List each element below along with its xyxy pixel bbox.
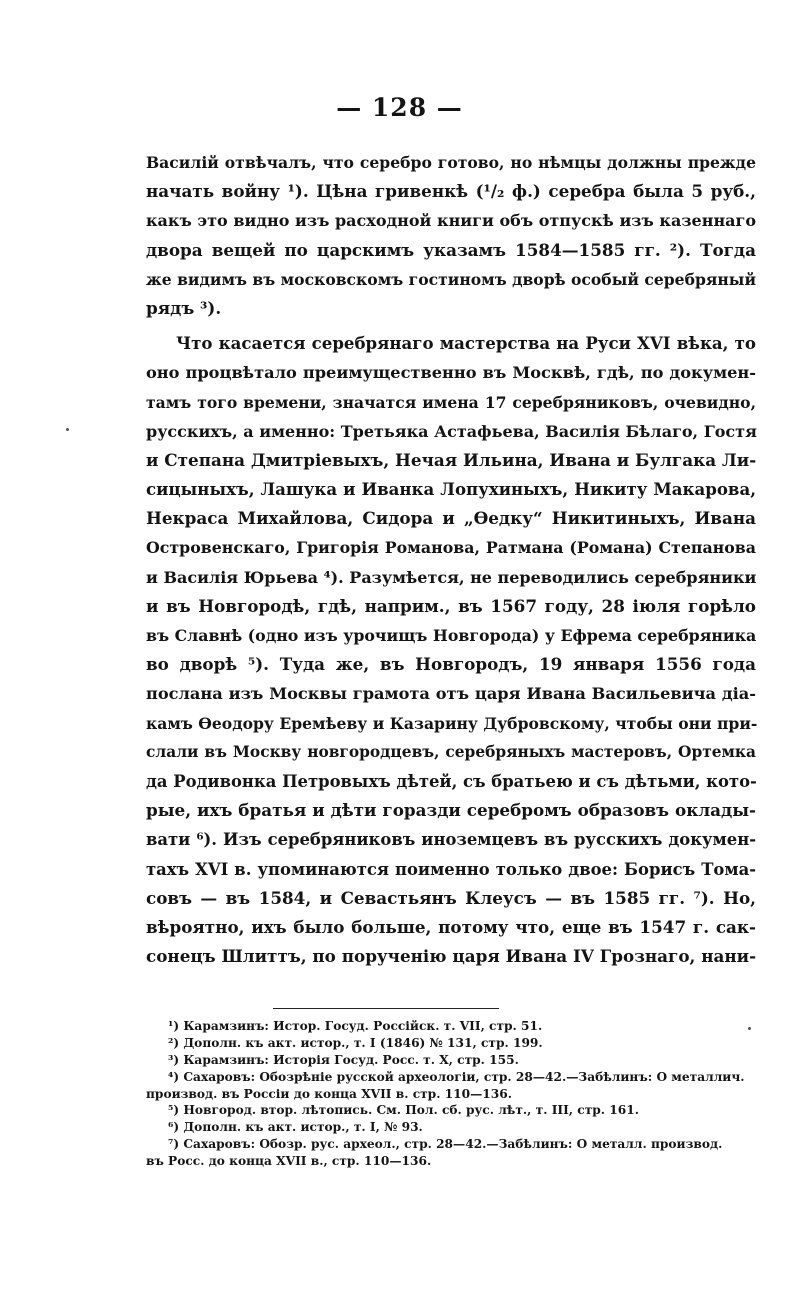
text-line: совъ — въ 1584, и Севастьянъ Клеусъ — въ 1585 гг. ⁷). Но, [146,887,756,908]
footnote: ¹) Карамзинъ: Истор. Госуд. Россійск. т. VII, стр. 51. [168,1019,543,1033]
text-line: и Василія Юрьева ⁴). Разумѣется, не переводились серебряники [146,567,757,587]
footnote-continuation: производ. въ Россіи до конца XVII в. стр. 110—136. [146,1086,512,1101]
page-number: — 128 — [336,93,463,122]
text-line: же видимъ въ московскомъ гостиномъ дворѣ особый серебряный [146,269,757,289]
ink-speck [66,428,69,431]
text-line: двора вещей по царскимъ указамъ 1584—1585 гг. ²). Тогда [146,239,756,260]
text-line: слали въ Москву новгородцевъ, серебряныхъ мастеровъ, Ортемка [146,742,756,761]
text-line: рые, ихъ братья и дѣти горазди серебромъ образовъ оклады- [146,800,756,821]
footnote: ⁷) Сахаровъ: Обозр. рус. археол., стр. 28—42.—Забѣлинъ: О металл. производ. [168,1137,723,1152]
footnotes [146,1018,758,1170]
text-line: рядъ ³). [146,297,222,318]
text-line: Островенскаго, Григорія Романова, Ратмана (Романа) Степанова [146,538,756,558]
text-line: и въ Новгородѣ, гдѣ, наприм., въ 1567 году, 28 іюля горѣло [146,595,756,616]
footnote: ⁵) Новгород. втор. лѣтопись. См. Пол. сб. рус. лѣт., т. III, стр. 161. [168,1103,639,1118]
ink-speck [748,1027,751,1030]
text-line: во дворѣ ⁵). Туда же, въ Новгородъ, 19 января 1556 года [146,654,756,675]
footnote: ³) Карамзинъ: Исторія Госуд. Росс. т. X, стр. 155. [168,1052,519,1067]
text-line: вѣроятно, ихъ было больше, потому что, еще въ 1547 г. сак- [146,916,756,937]
main-text [146,148,756,971]
paragraph-start-line: Что касается серебрянаго мастерства на Руси XVI вѣка, то [176,333,756,354]
footnote: ⁴) Сахаровъ: Обозрѣніе русской археологіи, стр. 28—42.—Забѣлинъ: О металлич. [168,1069,745,1084]
text-line: послана изъ Москвы грамота отъ царя Ивана Васильевича діа- [146,684,756,704]
text-line: камъ Ѳеодору Еремѣеву и Казарину Дубровскому, чтобы они при- [146,713,758,733]
text-line: сицыныхъ, Лашука и Иванка Лопухиныхъ, Никиту Макарова, [146,479,756,500]
text-line: тамъ того времени, значатся имена 17 серебряниковъ, очевидно, [146,392,756,412]
footnote: ⁶) Дополн. къ акт. истор., т. I, № 93. [168,1120,423,1135]
text-line: въ Славнѣ (одно изъ урочищъ Новгорода) у Ефрема серебряника [146,626,757,645]
text-line: сонецъ Шлиттъ, по порученію царя Ивана IV Грознаго, нани- [146,946,757,967]
text-line: Василій отвѣчалъ, что серебро готово, но нѣмцы должны прежде [146,153,756,172]
text-line: да Родивонка Петровыхъ дѣтей, съ братьею и съ дѣтьми, кото- [146,771,757,791]
text-line: тахъ XVI в. упоминаются поименно только двое: Борисъ Тома- [146,859,756,879]
text-line: Некраса Михайлова, Сидора и „Ѳедку“ Никитиныхъ, Ивана [146,508,756,529]
text-line: оно процвѣтало преимущественно въ Москвѣ, гдѣ, по докумен- [146,363,756,383]
footnote-continuation: въ Росс. до конца XVII в., стр. 110—136. [146,1154,432,1169]
text-line: русскихъ, а именно: Третьяка Астафьева, Василія Бѣлаго, Гостя [146,421,757,441]
text-line: какъ это видно изъ расходной книги объ отпускѣ изъ казеннаго [146,211,756,231]
text-line: начать войну ¹). Цѣна гривенкѣ (¹/₂ ф.) серебра была 5 руб., [146,181,756,202]
footnote-separator [273,1008,499,1009]
text-line: вати ⁶). Изъ серебряниковъ иноземцевъ въ русскихъ докумен- [146,830,756,850]
text-line: и Степана Дмитріевыхъ, Нечая Ильина, Ивана и Булгака Ли- [146,449,757,470]
footnote: ²) Дополн. къ акт. истор., т. I (1846) № 131, стр. 199. [168,1035,543,1050]
